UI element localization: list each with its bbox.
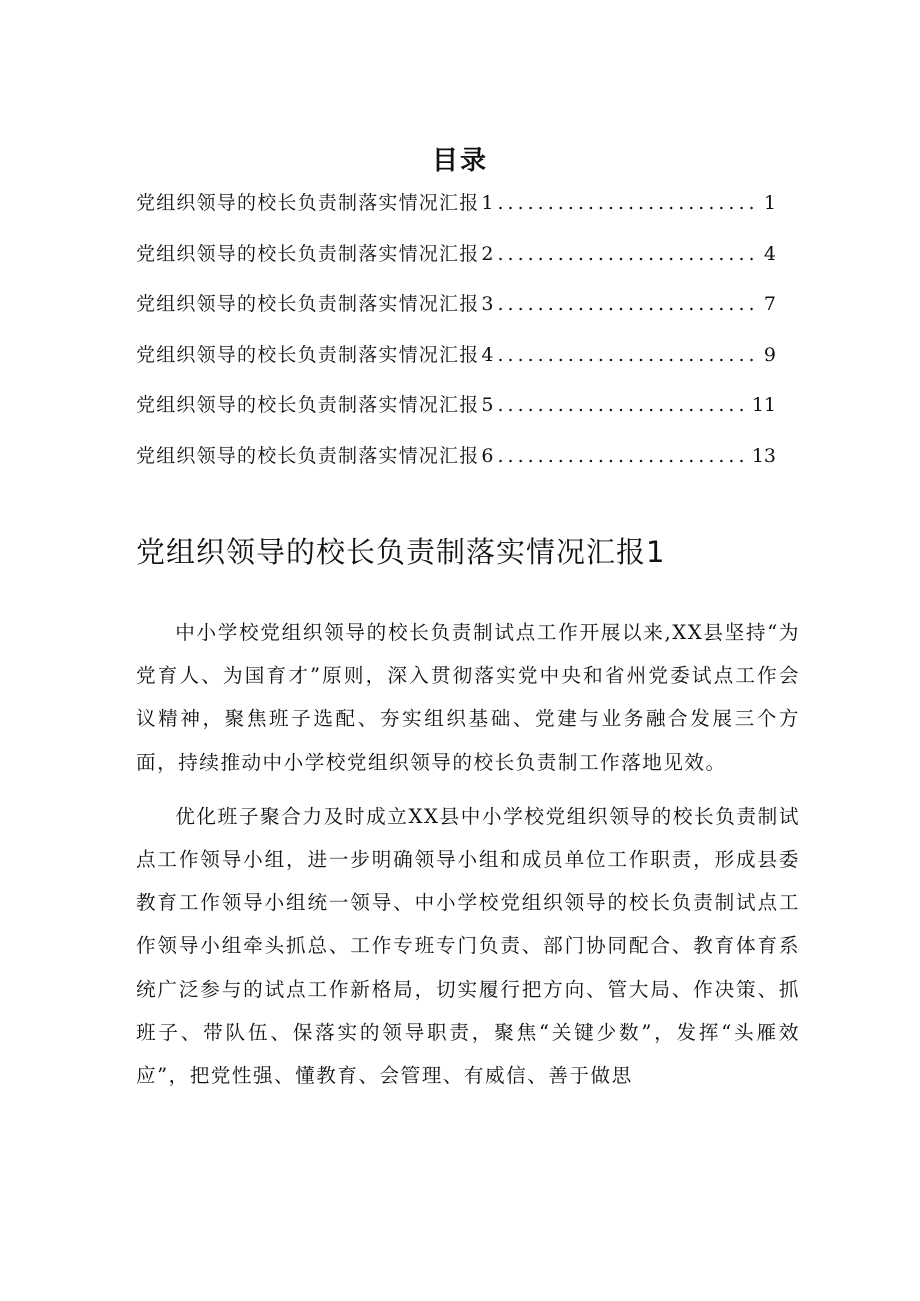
table-of-contents (136, 178, 776, 481)
toc-title: 目录 (431, 146, 488, 176)
section-heading: 党组织领导的校长负责制落实情况汇报1 (136, 535, 666, 569)
toc-entry-2[interactable] (136, 229, 776, 280)
toc-entry-page: 7 (763, 293, 776, 315)
toc-dot-leader (498, 380, 748, 430)
toc-entry-label: 党组织领导的校长负责制落实情况汇报 (136, 192, 480, 214)
toc-dot-leader (498, 178, 760, 228)
toc-entry-page: 4 (763, 242, 776, 265)
toc-entry-number: 4 (481, 343, 494, 366)
toc-entry-page: 1 (763, 192, 776, 214)
toc-entry-number: 6 (481, 444, 494, 467)
toc-entry-number: 2 (481, 242, 494, 265)
toc-entry-page: 13 (751, 444, 776, 467)
toc-dot-leader (498, 330, 760, 380)
toc-entry-6[interactable] (136, 431, 776, 482)
body-paragraph-2: 优化班子聚合力及时成立XX县中小学校党组织领导的校长负责制试点工作领导小组，进一步明确领导小组和成员单位工作职责，形成县委教育工作领导小组统一领导、中小学校党组织领导的校长负责制试点工作领导小组牵头抓总、工作专班专门负责、部门协同配合、教育体育系统广泛参与的试点工作新格局，切实履行把方向、管大局、作决策、抓班子、带队伍、保落实的领导职责，聚焦“关键少数”，发挥“头雁效应”，把党性强、懂教育、会管理、有威信、善于做思 (136, 804, 800, 1088)
toc-entry-number: 1 (481, 192, 494, 214)
toc-entry-page: 11 (751, 394, 776, 416)
toc-entry-label: 党组织领导的校长负责制落实情况汇报 (136, 343, 480, 366)
toc-entry-label: 党组织领导的校长负责制落实情况汇报 (136, 293, 480, 315)
toc-entry-label: 党组织领导的校长负责制落实情况汇报 (136, 394, 480, 416)
toc-entry-number: 3 (481, 293, 494, 315)
body-paragraph-1: 中小学校党组织领导的校长负责制试点工作开展以来,XX县坚持“为党育人、为国育才”原则，深入贯彻落实党中央和省州党委试点工作会议精神，聚焦班子选配、夯实组织基础、党建与业务融合发展三个方面，持续推动中小学校党组织领导的校长负责制工作落地见效。 (136, 621, 800, 774)
toc-dot-leader (498, 279, 760, 329)
toc-entry-label: 党组织领导的校长负责制落实情况汇报 (136, 444, 480, 467)
toc-dot-leader (498, 431, 748, 481)
toc-entry-5[interactable] (136, 380, 776, 431)
toc-dot-leader (498, 229, 760, 279)
toc-entry-number: 5 (481, 394, 494, 416)
toc-entry-page: 9 (763, 343, 776, 366)
toc-entry-3[interactable] (136, 279, 776, 330)
toc-entry-4[interactable] (136, 330, 776, 381)
toc-entry-label: 党组织领导的校长负责制落实情况汇报 (136, 242, 480, 265)
toc-entry-1[interactable] (136, 178, 776, 229)
section-body (136, 611, 800, 1108)
